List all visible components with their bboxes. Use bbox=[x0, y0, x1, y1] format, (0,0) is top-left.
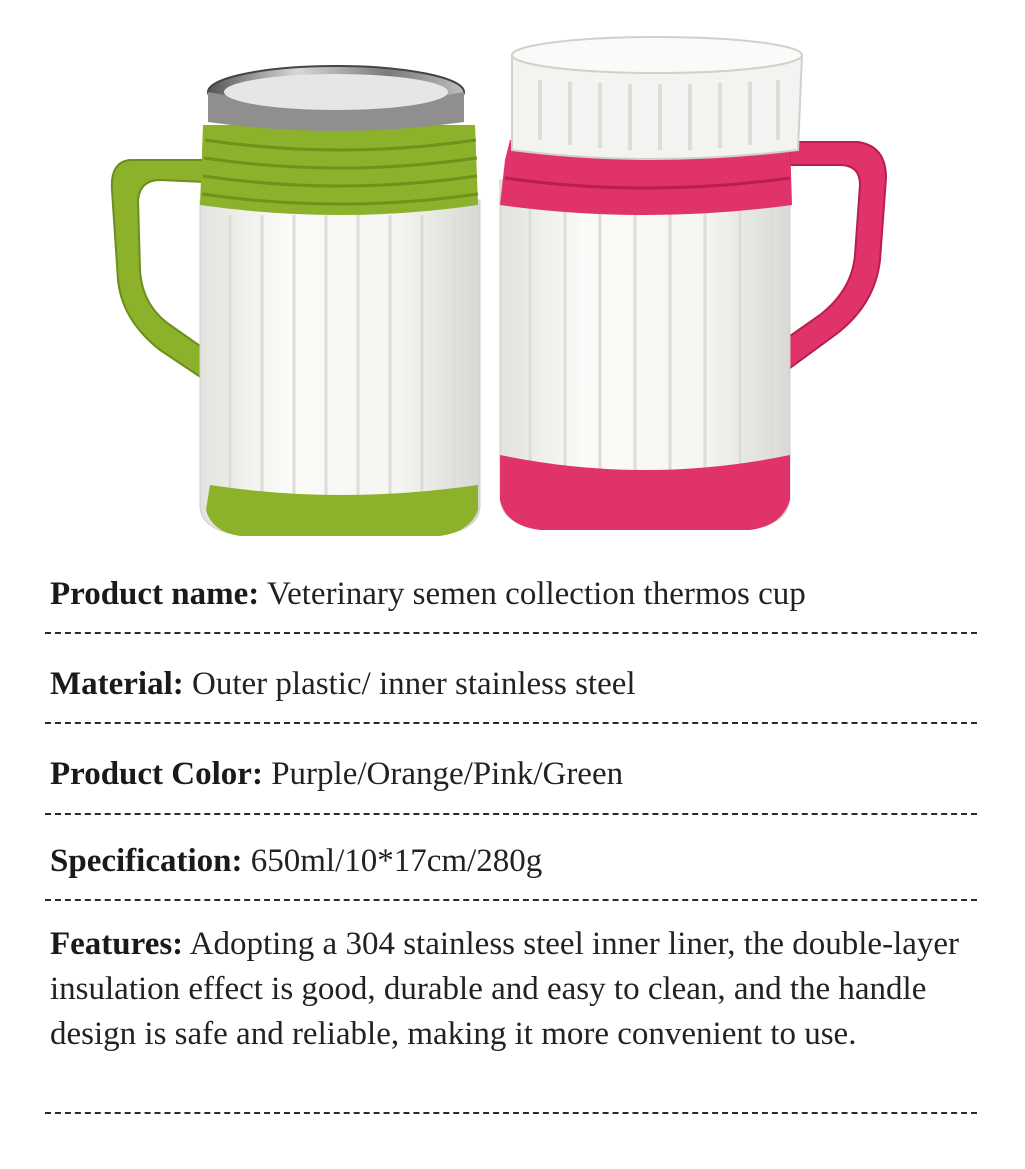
spec-value: Outer plastic/ inner stainless steel bbox=[192, 666, 636, 702]
spec-list bbox=[45, 560, 977, 1114]
spec-label: Product name: bbox=[50, 576, 260, 612]
spec-value: Purple/Orange/Pink/Green bbox=[271, 756, 624, 792]
spec-value: Veterinary semen collection thermos cup bbox=[266, 576, 806, 612]
spec-label: Specification: bbox=[50, 843, 243, 879]
dashed-divider bbox=[45, 1112, 977, 1114]
spec-row-product-name bbox=[45, 560, 977, 632]
pink-cup bbox=[500, 37, 886, 530]
spec-row-features bbox=[45, 901, 977, 1112]
spec-label: Product Color: bbox=[50, 756, 263, 792]
spec-row-material bbox=[45, 634, 977, 722]
green-cup bbox=[112, 66, 480, 536]
spec-row-product-color bbox=[45, 724, 977, 813]
spec-label: Material: bbox=[50, 666, 184, 702]
spec-value: 650ml/10*17cm/280g bbox=[250, 843, 543, 879]
spec-value: Adopting a 304 stainless steel inner liner, the double-layer insulation effect is good, durable and easy to clean, and the handle design is safe and reliable, making it more convenient to use. bbox=[50, 926, 960, 1052]
spec-label: Features: bbox=[50, 926, 184, 962]
spec-row-specification bbox=[45, 815, 977, 899]
product-photo bbox=[0, 0, 1025, 560]
